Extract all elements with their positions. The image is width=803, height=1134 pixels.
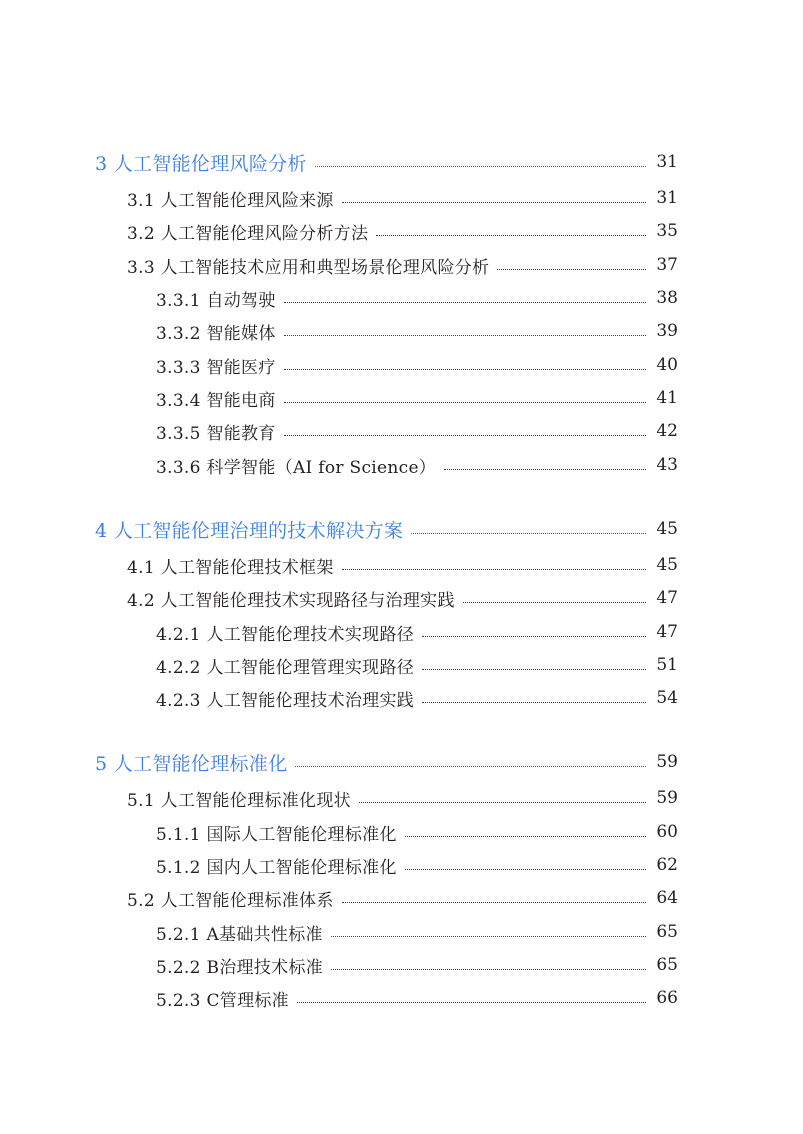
leader-dots	[297, 1001, 646, 1003]
leader-dots	[284, 334, 646, 336]
leader-dots	[359, 801, 646, 803]
toc-page-number: 42	[656, 421, 678, 441]
leader-dots	[295, 765, 646, 767]
toc-page-number: 60	[656, 822, 678, 842]
toc-subsection-5-2-2[interactable]	[0, 952, 803, 978]
toc-title: 4.2 人工智能伦理技术实现路径与治理实践	[127, 590, 455, 611]
leader-dots	[376, 234, 646, 236]
toc-chapter-5[interactable]	[0, 749, 803, 775]
toc-page-number: 31	[656, 188, 678, 208]
toc-title: 3.3.1 自动驾驶	[156, 290, 276, 311]
leader-dots	[284, 401, 646, 403]
leader-dots	[284, 434, 646, 436]
toc-subsection-5-1-2[interactable]	[0, 852, 803, 878]
toc-page-number: 43	[656, 455, 678, 475]
toc-page-number: 62	[656, 855, 678, 875]
toc-section-3-2[interactable]	[0, 218, 803, 244]
toc-section-4-1[interactable]	[0, 552, 803, 578]
toc-subsection-3-3-5[interactable]	[0, 418, 803, 444]
leader-dots	[444, 468, 646, 470]
leader-dots	[463, 601, 646, 603]
toc-title: 4.2.2 人工智能伦理管理实现路径	[156, 657, 415, 678]
toc-title: 4.2.3 人工智能伦理技术治理实践	[156, 690, 415, 711]
toc-title: 3.3.6 科学智能（AI for Science）	[156, 457, 437, 478]
toc-title: 5.1 人工智能伦理标准化现状	[127, 790, 351, 811]
toc-title: 5.2.1 A基础共性标准	[156, 924, 323, 945]
toc-subsection-4-2-3[interactable]	[0, 685, 803, 711]
toc-page-number: 66	[656, 988, 678, 1008]
toc-title: 4 人工智能伦理治理的技术解决方案	[95, 519, 404, 542]
toc-page-number: 47	[656, 588, 678, 608]
toc-page-number: 39	[656, 321, 678, 341]
leader-dots	[411, 532, 646, 534]
leader-dots	[422, 668, 646, 670]
toc-page-number: 65	[656, 955, 678, 975]
toc-section-3-3[interactable]	[0, 252, 803, 278]
leader-dots	[331, 968, 646, 970]
toc-page-number: 47	[656, 622, 678, 642]
toc-page-number: 45	[656, 519, 678, 539]
toc-title: 5.2.3 C管理标准	[156, 990, 289, 1011]
toc-page-number: 45	[656, 555, 678, 575]
toc-title: 3.3.2 智能媒体	[156, 323, 276, 344]
leader-dots	[405, 868, 646, 870]
toc-page-number: 38	[656, 288, 678, 308]
toc-title: 3.3.5 智能教育	[156, 423, 276, 444]
leader-dots	[315, 165, 646, 167]
toc-subsection-3-3-2[interactable]	[0, 318, 803, 344]
toc-chapter-4[interactable]	[0, 516, 803, 542]
toc-subsection-3-3-4[interactable]	[0, 385, 803, 411]
toc-chapter-3[interactable]	[0, 149, 803, 175]
toc-page-number: 40	[656, 355, 678, 375]
toc-page-number: 59	[656, 752, 678, 772]
toc-subsection-3-3-3[interactable]	[0, 352, 803, 378]
toc-title: 3 人工智能伦理风险分析	[95, 152, 307, 175]
toc-subsection-3-3-1[interactable]	[0, 285, 803, 311]
toc-title: 4.2.1 人工智能伦理技术实现路径	[156, 624, 415, 645]
toc-page-number: 41	[656, 388, 678, 408]
leader-dots	[342, 201, 646, 203]
leader-dots	[284, 368, 646, 370]
toc-page-number: 54	[656, 688, 678, 708]
toc-page-number: 51	[656, 655, 678, 675]
toc-page-number: 35	[656, 221, 678, 241]
toc-title: 3.2 人工智能伦理风险分析方法	[127, 223, 369, 244]
leader-dots	[422, 635, 646, 637]
toc-subsection-4-2-2[interactable]	[0, 652, 803, 678]
toc-title: 5.2.2 B治理技术标准	[156, 957, 324, 978]
leader-dots	[497, 268, 646, 270]
toc-title: 3.3 人工智能技术应用和典型场景伦理风险分析	[127, 257, 490, 278]
toc-title: 3.3.3 智能医疗	[156, 357, 276, 378]
toc-section-5-2[interactable]	[0, 885, 803, 911]
toc-section-5-1[interactable]	[0, 785, 803, 811]
toc-title: 5 人工智能伦理标准化	[95, 752, 288, 775]
toc-title: 5.1.2 国内人工智能伦理标准化	[156, 857, 397, 878]
leader-dots	[405, 835, 646, 837]
toc-title: 3.3.4 智能电商	[156, 390, 276, 411]
toc-page-number: 37	[656, 255, 678, 275]
toc-section-4-2[interactable]	[0, 585, 803, 611]
leader-dots	[342, 568, 646, 570]
toc-subsection-5-2-3[interactable]	[0, 985, 803, 1011]
toc-title: 3.1 人工智能伦理风险来源	[127, 190, 334, 211]
toc-subsection-3-3-6[interactable]	[0, 452, 803, 478]
toc-page-number: 59	[656, 788, 678, 808]
leader-dots	[422, 701, 646, 703]
toc-page-number: 65	[656, 922, 678, 942]
toc-page-number: 31	[656, 152, 678, 172]
toc-title: 4.1 人工智能伦理技术框架	[127, 557, 334, 578]
toc-subsection-5-1-1[interactable]	[0, 819, 803, 845]
toc-title: 5.1.1 国际人工智能伦理标准化	[156, 824, 397, 845]
toc-title: 5.2 人工智能伦理标准体系	[127, 890, 334, 911]
leader-dots	[342, 901, 646, 903]
toc-subsection-4-2-1[interactable]	[0, 619, 803, 645]
toc-subsection-5-2-1[interactable]	[0, 919, 803, 945]
leader-dots	[331, 935, 646, 937]
toc-page-number: 64	[656, 888, 678, 908]
toc-section-3-1[interactable]	[0, 185, 803, 211]
leader-dots	[284, 301, 646, 303]
